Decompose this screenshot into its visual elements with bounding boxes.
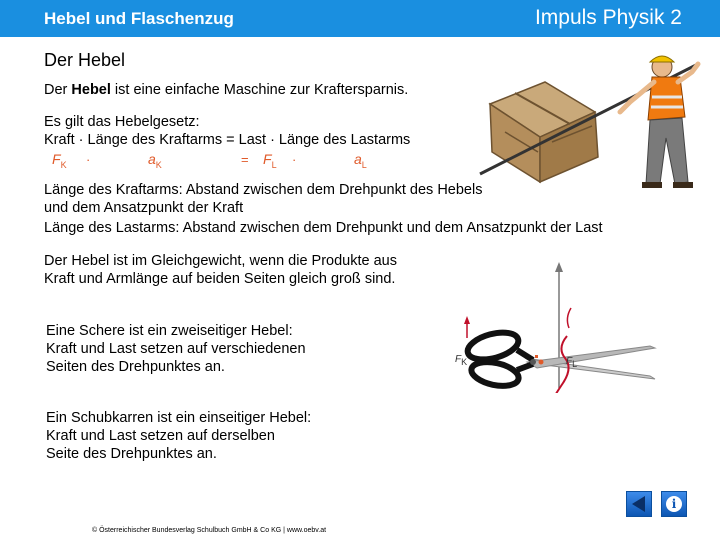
back-arrow-icon — [627, 492, 651, 516]
scissors-diagram — [445, 258, 670, 393]
formula-ak: $a_K$ — [148, 151, 162, 170]
formula-fk: $F_K$ — [52, 151, 67, 170]
wheelbarrow-line-3: Seite des Drehpunktes an. — [46, 446, 217, 462]
scissors-line-1: Eine Schere ist ein zweiseitiger Hebel: — [46, 323, 293, 339]
back-button[interactable] — [626, 491, 652, 517]
worker-pushing-crate-illustration — [470, 42, 715, 192]
scissors-line-2: Kraft und Last setzen auf verschiedenen — [46, 341, 306, 357]
intro-text: Der Hebel ist eine einfache Maschine zur Kraftersparnis. — [44, 82, 409, 98]
definition-line-3: Länge des Lastarms: Abstand zwischen dem Drehpunkt und dem Ansatzpunkt der Last — [44, 220, 603, 236]
header-bar — [0, 0, 720, 37]
page-title: Der Hebel — [44, 50, 126, 70]
law-words: Kraft · Länge des Kraftarms = Last · Länge des Lastarms — [44, 132, 411, 148]
info-icon: i — [666, 496, 682, 512]
formula-al: $a_L$ — [354, 151, 367, 170]
scissors-label-fl: $F_L$ — [566, 356, 578, 369]
scissors-line-3: Seiten des Drehpunktes an. — [46, 359, 225, 375]
equilibrium-line-1: Der Hebel ist im Gleichgewicht, wenn die Produkte aus — [44, 253, 397, 269]
info-button[interactable] — [661, 491, 687, 517]
definition-line-2: und dem Ansatzpunkt der Kraft — [44, 200, 244, 216]
footer-copyright: © Österreichischer Bundesverlag Schulbuch GmbH & Co KG | www.oebv.at — [92, 527, 327, 534]
formula-fl: $F_L$ — [263, 151, 277, 170]
equilibrium-line-2: Kraft und Armlänge auf beiden Seiten gleich groß sind. — [44, 271, 396, 287]
law-heading: Es gilt das Hebelgesetz: — [44, 114, 200, 130]
up-arrow-icon — [555, 262, 563, 272]
wheelbarrow-line-1: Ein Schubkarren ist ein einseitiger Hebel: — [46, 410, 312, 426]
scissors-label-fk: $F_K$ — [455, 354, 468, 367]
wheelbarrow-line-2: Kraft und Last setzen auf derselben — [46, 428, 275, 444]
chapter-title: Hebel und Flaschenzug — [44, 9, 234, 28]
definition-line-1: Länge des Kraftarms: Abstand zwischen dem Drehpunkt des Hebels — [44, 182, 483, 198]
brand-title: Impuls Physik 2 — [534, 6, 682, 29]
